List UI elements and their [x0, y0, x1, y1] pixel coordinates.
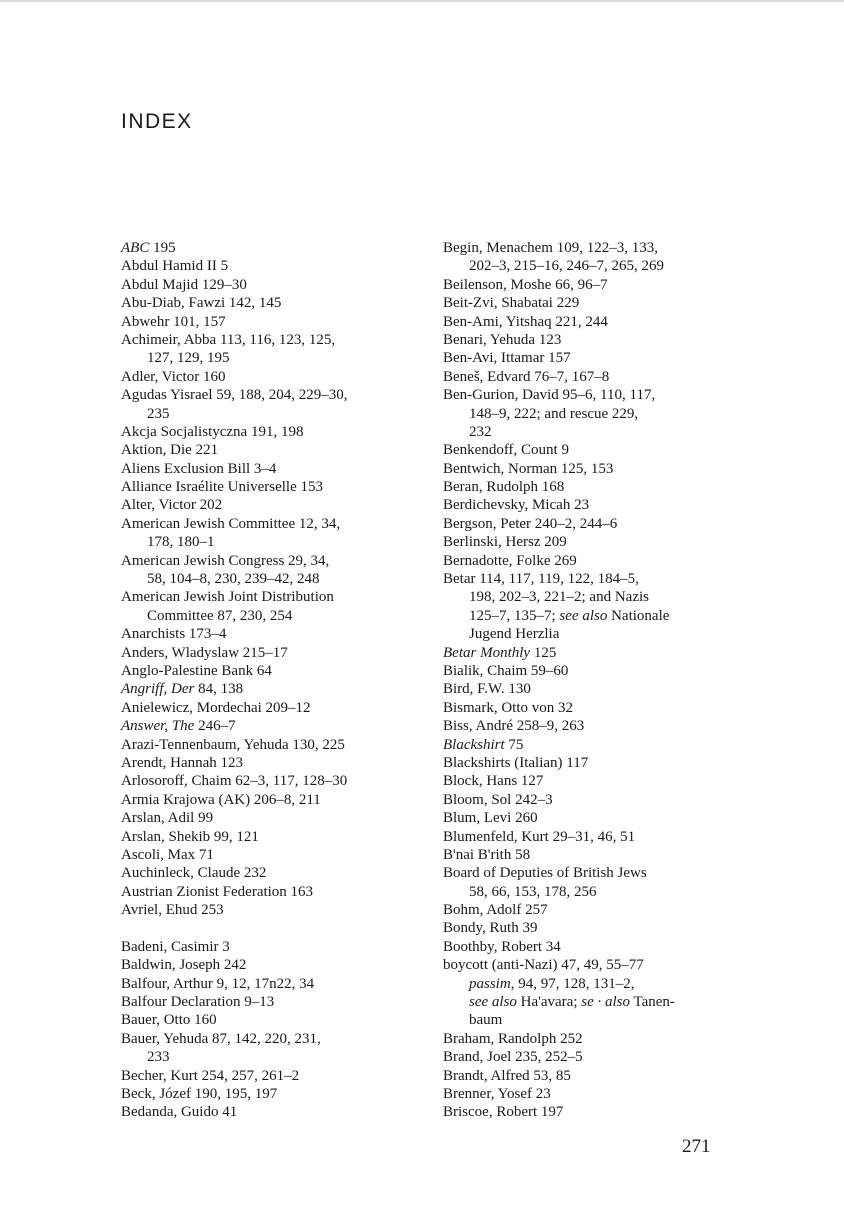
index-entry [443, 662, 733, 680]
italic-text: Answer, The [121, 718, 195, 735]
entry-text: Bloom, Sol 242–3 [443, 791, 553, 808]
entry-text: 178, 180–1 [147, 534, 215, 551]
entry-text: Bernadotte, Folke 269 [443, 552, 577, 569]
entry-text: Blumenfeld, Kurt 29–31, 46, 51 [443, 828, 636, 845]
index-entry [443, 515, 733, 533]
index-entry [443, 313, 733, 331]
index-entry [121, 478, 421, 496]
entry-text: 58, 104–8, 230, 239–42, 248 [147, 571, 320, 588]
entry-text: Ben-Avi, Ittamar 157 [443, 350, 571, 367]
index-entry [443, 368, 733, 386]
index-entry-continuation [121, 533, 421, 551]
entry-text: Anarchists 173–4 [121, 626, 227, 643]
index-entry-continuation [443, 405, 733, 423]
index-entry [121, 846, 421, 864]
entry-text: Bergson, Peter 240–2, 244–6 [443, 515, 618, 532]
index-entry [443, 386, 733, 404]
index-entry [121, 1030, 421, 1048]
index-entry-continuation [443, 625, 733, 643]
index-entry-continuation [443, 1011, 733, 1029]
index-entry-continuation [121, 349, 421, 367]
entry-text: Beneš, Edvard 76–7, 167–8 [443, 368, 610, 385]
entry-text: Badeni, Casimir 3 [121, 938, 230, 955]
index-entry [121, 809, 421, 827]
entry-text: 148–9, 222; and rescue 229, [469, 405, 639, 422]
entry-text: Nationale [607, 607, 670, 624]
entry-text: Ha'avara; [516, 994, 582, 1011]
entry-text: Begin, Menachem 109, 122–3, 133, [443, 240, 658, 256]
index-entry [121, 901, 421, 919]
entry-text: Anielewicz, Mordechai 209–12 [121, 699, 311, 716]
index-entry-continuation [443, 423, 733, 441]
index-entry [121, 736, 421, 754]
entry-text: Austrian Zionist Federation 163 [121, 883, 314, 900]
index-entry [121, 552, 421, 570]
index-entry [121, 276, 421, 294]
index-entry [121, 864, 421, 882]
entry-text: Brand, Joel 235, 252–5 [443, 1049, 583, 1066]
index-entry [443, 1067, 733, 1085]
index-entry-continuation [443, 993, 733, 1011]
index-entry [121, 294, 421, 312]
italic-text: see also [469, 994, 517, 1011]
entry-text: Bird, F.W. 130 [443, 681, 531, 698]
entry-text: Bohm, Adolf 257 [443, 902, 548, 919]
index-entry [443, 736, 733, 754]
index-entry [121, 772, 421, 790]
entry-text: Briscoe, Robert 197 [443, 1104, 564, 1121]
entry-text: B'nai B'rith 58 [443, 846, 531, 863]
entry-text: Becher, Kurt 254, 257, 261–2 [121, 1067, 300, 1084]
index-entry [121, 423, 421, 441]
entry-text: Ascoli, Max 71 [121, 846, 214, 863]
index-entry [121, 625, 421, 643]
entry-text: Anglo-Palestine Bank 64 [121, 662, 272, 679]
index-entry [121, 257, 421, 275]
index-entry [443, 717, 733, 735]
entry-text: 235 [147, 405, 170, 422]
page-number: 271 [682, 1136, 711, 1157]
index-entry [121, 515, 421, 533]
entry-text: Balfour, Arthur 9, 12, 17n22, 34 [121, 975, 315, 992]
index-entry-continuation [443, 883, 733, 901]
entry-text: 195 [149, 240, 176, 256]
index-entry [443, 239, 733, 257]
entry-text: Block, Hans 127 [443, 773, 544, 790]
entry-text: American Jewish Congress 29, 34, [121, 552, 330, 569]
italic-text: passim [469, 975, 511, 992]
index-entry [443, 294, 733, 312]
entry-text: Abwehr 101, 157 [121, 313, 226, 330]
index-entry [121, 662, 421, 680]
index-entry-continuation [121, 405, 421, 423]
index-entry [443, 496, 733, 514]
index-entry [121, 699, 421, 717]
entry-text: Blum, Levi 260 [443, 810, 538, 827]
entry-text: 233 [147, 1049, 170, 1066]
italic-text: ABC [121, 240, 150, 256]
entry-text: Ben-Ami, Yitshaq 221, 244 [443, 313, 608, 330]
entry-text: Auchinleck, Claude 232 [121, 865, 267, 882]
index-entry [443, 533, 733, 551]
index-entry [443, 441, 733, 459]
entry-text: 202–3, 215–16, 246–7, 265, 269 [469, 258, 664, 275]
index-entry [121, 1067, 421, 1085]
index-entry [443, 828, 733, 846]
entry-text: Beck, Józef 190, 195, 197 [121, 1085, 278, 1102]
index-entry [443, 570, 733, 588]
entry-text: Blackshirts (Italian) 117 [443, 754, 589, 771]
index-entry-continuation [443, 257, 733, 275]
index-entry [443, 901, 733, 919]
entry-text: Arazi-Tennenbaum, Yehuda 130, 225 [121, 736, 345, 753]
index-entry [443, 938, 733, 956]
index-entry [443, 791, 733, 809]
entry-text: Bedanda, Guido 41 [121, 1104, 238, 1121]
entry-text: Bismark, Otto von 32 [443, 699, 573, 716]
index-entry [443, 680, 733, 698]
entry-text: 84, 138 [194, 681, 244, 698]
index-entry [443, 772, 733, 790]
index-entry [121, 1085, 421, 1103]
index-entry [121, 496, 421, 514]
index-entry [121, 754, 421, 772]
entry-text: Ben-Gurion, David 95–6, 110, 117, [443, 387, 656, 404]
index-entry [443, 846, 733, 864]
index-entry-continuation [121, 607, 421, 625]
entry-text: 127, 129, 195 [147, 350, 230, 367]
italic-text: Betar Monthly [443, 644, 531, 661]
index-entry [121, 717, 421, 735]
index-entry [443, 1030, 733, 1048]
index-entry [443, 919, 733, 937]
index-entry [443, 754, 733, 772]
index-entry [121, 441, 421, 459]
entry-text: baum [469, 1012, 503, 1029]
index-entry [121, 975, 421, 993]
entry-text: Avriel, Ehud 253 [121, 902, 224, 919]
entry-text: Boothby, Robert 34 [443, 938, 561, 955]
entry-text: Anders, Wladyslaw 215–17 [121, 644, 288, 661]
index-entry [121, 938, 421, 956]
entry-text: Alter, Victor 202 [121, 497, 223, 514]
index-entry [121, 386, 421, 404]
index-entry [443, 552, 733, 570]
entry-text: Abu-Diab, Fawzi 142, 145 [121, 295, 282, 312]
entry-text: Bentwich, Norman 125, 153 [443, 460, 614, 477]
index-entry [443, 1085, 733, 1103]
index-column-right [443, 239, 733, 1122]
entry-text: Agudas Yisrael 59, 188, 204, 229–30, [121, 387, 348, 404]
index-entry-continuation [443, 975, 733, 993]
entry-text: Arslan, Shekib 99, 121 [121, 828, 259, 845]
entry-text: Braham, Randolph 252 [443, 1030, 583, 1047]
index-entry [121, 588, 421, 606]
entry-text: Berlinski, Hersz 209 [443, 534, 567, 551]
entry-text: Bialik, Chaim 59–60 [443, 662, 569, 679]
entry-text: Brandt, Alfred 53, 85 [443, 1067, 571, 1084]
index-entry [121, 239, 421, 257]
page-title: INDEX [121, 110, 193, 133]
entry-text: Abdul Hamid II 5 [121, 258, 229, 275]
entry-text: American Jewish Committee 12, 34, [121, 515, 341, 532]
entry-text: Balfour Declaration 9–13 [121, 994, 275, 1011]
index-entry [121, 680, 421, 698]
entry-text: American Jewish Joint Distribution [121, 589, 334, 606]
entry-text: Bondy, Ruth 39 [443, 920, 538, 937]
entry-text: Jugend Herzlia [469, 626, 560, 643]
section-gap [121, 919, 421, 937]
entry-text: Arlosoroff, Chaim 62–3, 117, 128–30 [121, 773, 348, 790]
index-entry [121, 460, 421, 478]
entry-text: Board of Deputies of British Jews [443, 865, 647, 882]
index-entry-continuation [121, 570, 421, 588]
index-entry [443, 331, 733, 349]
entry-text: boycott (anti-Nazi) 47, 49, 55–77 [443, 957, 644, 974]
index-entry [121, 956, 421, 974]
entry-text: Biss, André 258–9, 263 [443, 718, 585, 735]
entry-text: 125 [530, 644, 557, 661]
entry-text: Beilenson, Moshe 66, 96–7 [443, 276, 608, 293]
index-entry-continuation [443, 588, 733, 606]
italic-text: se · also [581, 994, 631, 1011]
entry-text: , 94, 97, 128, 131–2, [510, 975, 635, 992]
index-entry [121, 993, 421, 1011]
entry-text: Baldwin, Joseph 242 [121, 957, 247, 974]
entry-text: Beit-Zvi, Shabatai 229 [443, 295, 580, 312]
entry-text: 75 [504, 736, 524, 753]
entry-text: Aliens Exclusion Bill 3–4 [121, 460, 277, 477]
index-entry [443, 699, 733, 717]
entry-text: 198, 202–3, 221–2; and Nazis [469, 589, 649, 606]
entry-text: Akcja Socjalistyczna 191, 198 [121, 423, 304, 440]
index-entry [121, 1011, 421, 1029]
italic-text: see also [559, 607, 608, 624]
index-entry [443, 1048, 733, 1066]
index-entry-continuation [443, 607, 733, 625]
index-column-left [121, 239, 421, 1122]
entry-text: Armia Krajowa (AK) 206–8, 211 [121, 791, 321, 808]
index-entry [121, 1103, 421, 1121]
entry-text: Bauer, Yehuda 87, 142, 220, 231, [121, 1030, 321, 1047]
index-entry [443, 478, 733, 496]
entry-text: Achimeir, Abba 113, 116, 123, 125, [121, 331, 336, 348]
index-entry [121, 828, 421, 846]
entry-text: 232 [469, 423, 492, 440]
entry-text: 58, 66, 153, 178, 256 [469, 883, 597, 900]
index-entry [121, 791, 421, 809]
index-entry [121, 313, 421, 331]
entry-text: Tanen- [630, 994, 675, 1011]
entry-text: 246–7 [194, 718, 236, 735]
index-entry [443, 349, 733, 367]
entry-text: Beran, Rudolph 168 [443, 479, 565, 496]
index-entry [443, 809, 733, 827]
entry-text: Alliance Israélite Universelle 153 [121, 479, 324, 496]
italic-text: Angriff, Der [121, 681, 195, 698]
index-entry [443, 1103, 733, 1121]
index-entry [443, 644, 733, 662]
index-entry-continuation [121, 1048, 421, 1066]
entry-text: Brenner, Yosef 23 [443, 1085, 551, 1102]
entry-text: Committee 87, 230, 254 [147, 607, 293, 624]
index-entry [443, 276, 733, 294]
index-entry [121, 644, 421, 662]
entry-text: Betar 114, 117, 119, 122, 184–5, [443, 571, 639, 588]
index-entry [443, 460, 733, 478]
entry-text: Adler, Victor 160 [121, 368, 226, 385]
index-entry [121, 883, 421, 901]
index-entry [443, 864, 733, 882]
index-entry [121, 331, 421, 349]
entry-text: Arendt, Hannah 123 [121, 754, 244, 771]
entry-text: Benari, Yehuda 123 [443, 331, 562, 348]
entry-text: Aktion, Die 221 [121, 442, 219, 459]
entry-text: Benkendoff, Count 9 [443, 442, 569, 459]
entry-text: Bauer, Otto 160 [121, 1012, 217, 1029]
entry-text: Berdichevsky, Micah 23 [443, 497, 590, 514]
index-entry [443, 956, 733, 974]
italic-text: Blackshirt [443, 736, 505, 753]
entry-text: Arslan, Adil 99 [121, 810, 214, 827]
entry-text: Abdul Majid 129–30 [121, 276, 247, 293]
entry-text: 125–7, 135–7; [469, 607, 560, 624]
index-entry [121, 368, 421, 386]
